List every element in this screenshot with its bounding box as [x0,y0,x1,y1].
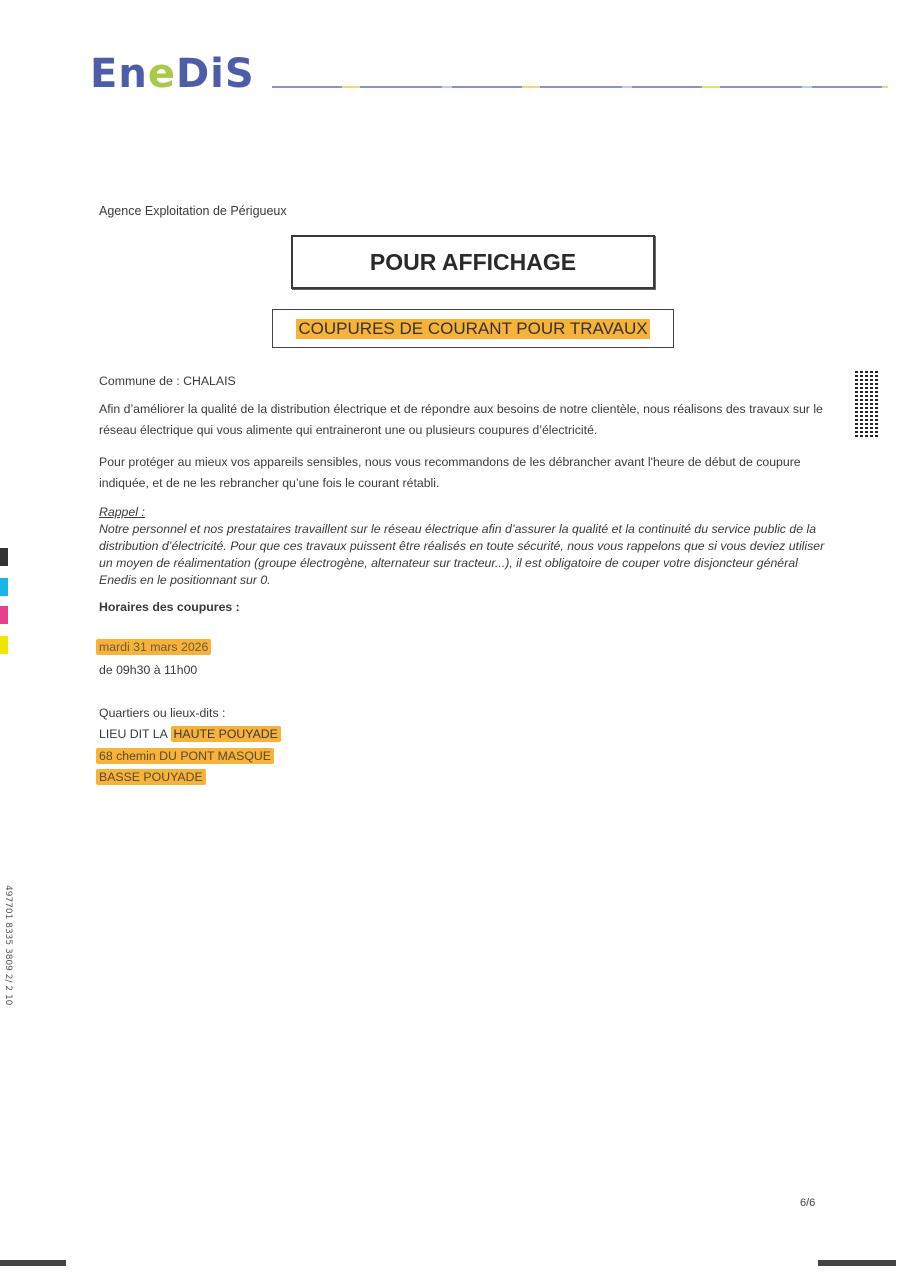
advice-paragraph: Pour protéger au mieux vos appareils sensibles, nous vous recommandons de les débrancher avant l'heure de début de coupure indiquée, et de ne les rebrancher qu’une fois le courant rétabli. [99,455,801,490]
place-item [99,727,281,741]
color-mark-cyan [0,578,8,596]
header-rule [272,86,888,88]
color-mark-magenta [0,606,8,624]
place-item [96,770,206,784]
page-title: POUR AFFICHAGE [369,248,577,275]
commune-line: Commune de : CHALAIS [99,374,236,388]
color-mark-yellow [0,636,8,654]
place-highlight: HAUTE POUYADE [171,726,281,742]
outage-time: de 09h30 à 11h00 [99,663,198,677]
title-box [291,235,655,289]
logo-part-3: DiS [175,51,255,97]
datamatrix-code [855,369,879,437]
reminder-block [99,504,829,589]
side-code: 497701 8335 3809 2/ 2 10 [3,885,13,1006]
intro-paragraph: Afin d’améliorer la qualité de la distribution électrique et de répondre aux besoins de notre clientèle, nous réalisons des travaux sur le réseau électrique qui vous alimente qui entraineront une ou plusieurs coupures d’électricité. [99,402,823,437]
color-mark-black [0,548,8,566]
footer-bar-left [0,1260,66,1266]
subtitle-box [272,309,674,348]
footer-bar-right [818,1260,896,1266]
places-heading: Quartiers ou lieux-dits : [99,706,226,720]
schedule-heading: Horaires des coupures : [99,600,240,614]
outage-date [96,640,211,654]
logo-part-1: En [90,51,148,97]
place-value: 68 chemin DU PONT MASQUE [96,748,274,764]
agency-name: Agence Exploitation de Périgueux [99,204,287,218]
place-value: BASSE POUYADE [96,769,206,785]
page-subtitle: COUPURES DE COURANT POUR TRAVAUX [298,318,648,338]
enedis-logo [90,51,255,97]
reminder-label: Rappel : [99,505,145,519]
page-number: 6/6 [800,1197,816,1209]
place-item [96,749,274,763]
logo-part-2: e [147,51,176,97]
place-prefix: LIEU DIT LA [99,727,171,741]
reminder-text: Notre personnel et nos prestataires travaillent sur le réseau électrique afin d’assurer la qualité et la continuité du service public de la distribution d’électricité. Pour que ces travaux puissent être réalisés en toute sécurité, nous vous rappelons que si vous deviez utiliser un moyen de réalimentation (groupe électrogène, alternateur sur tracteur...), il est obligatoire de couper votre disjoncteur général Enedis en le positionnant sur 0. [99,522,825,587]
outage-date-value: mardi 31 mars 2026 [96,639,211,655]
